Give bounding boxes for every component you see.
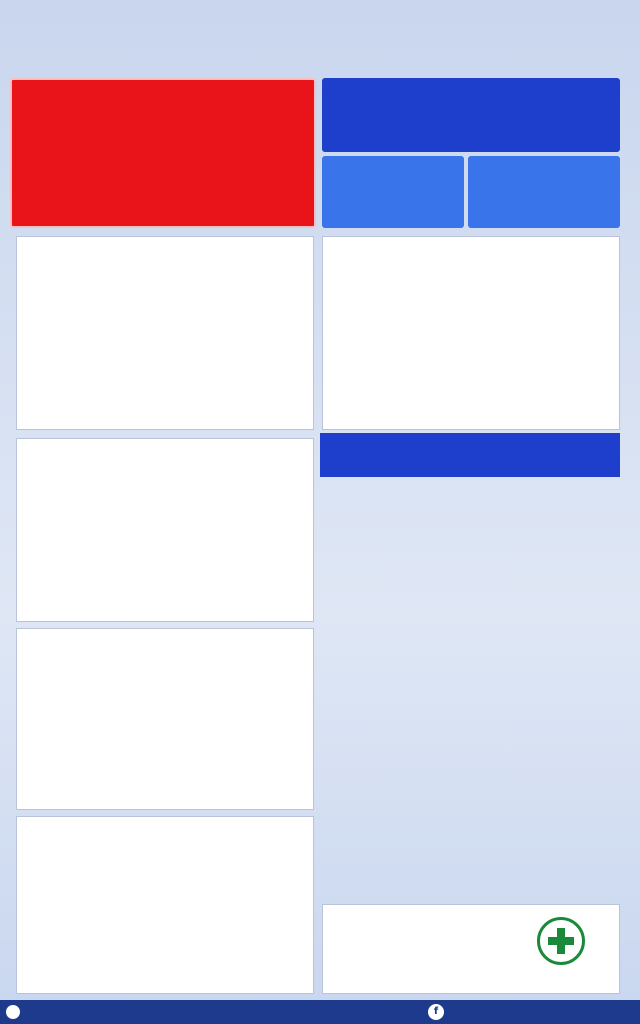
footer (0, 1000, 640, 1024)
slogan-box (322, 904, 620, 994)
calendar-december (16, 236, 314, 430)
calendar-april (322, 236, 620, 430)
header (0, 0, 640, 74)
cumulative-box (322, 78, 620, 152)
table-header (320, 433, 620, 477)
calendar-january (16, 438, 314, 622)
facebook-icon[interactable]: f (428, 1004, 444, 1020)
recovered-box (322, 156, 464, 228)
new-cases-box (10, 78, 316, 228)
calendar-february (16, 628, 314, 810)
calendar-march (16, 816, 314, 994)
treating-box (468, 156, 620, 228)
ministry-logo (537, 917, 585, 965)
hospital-icon (6, 1005, 20, 1019)
